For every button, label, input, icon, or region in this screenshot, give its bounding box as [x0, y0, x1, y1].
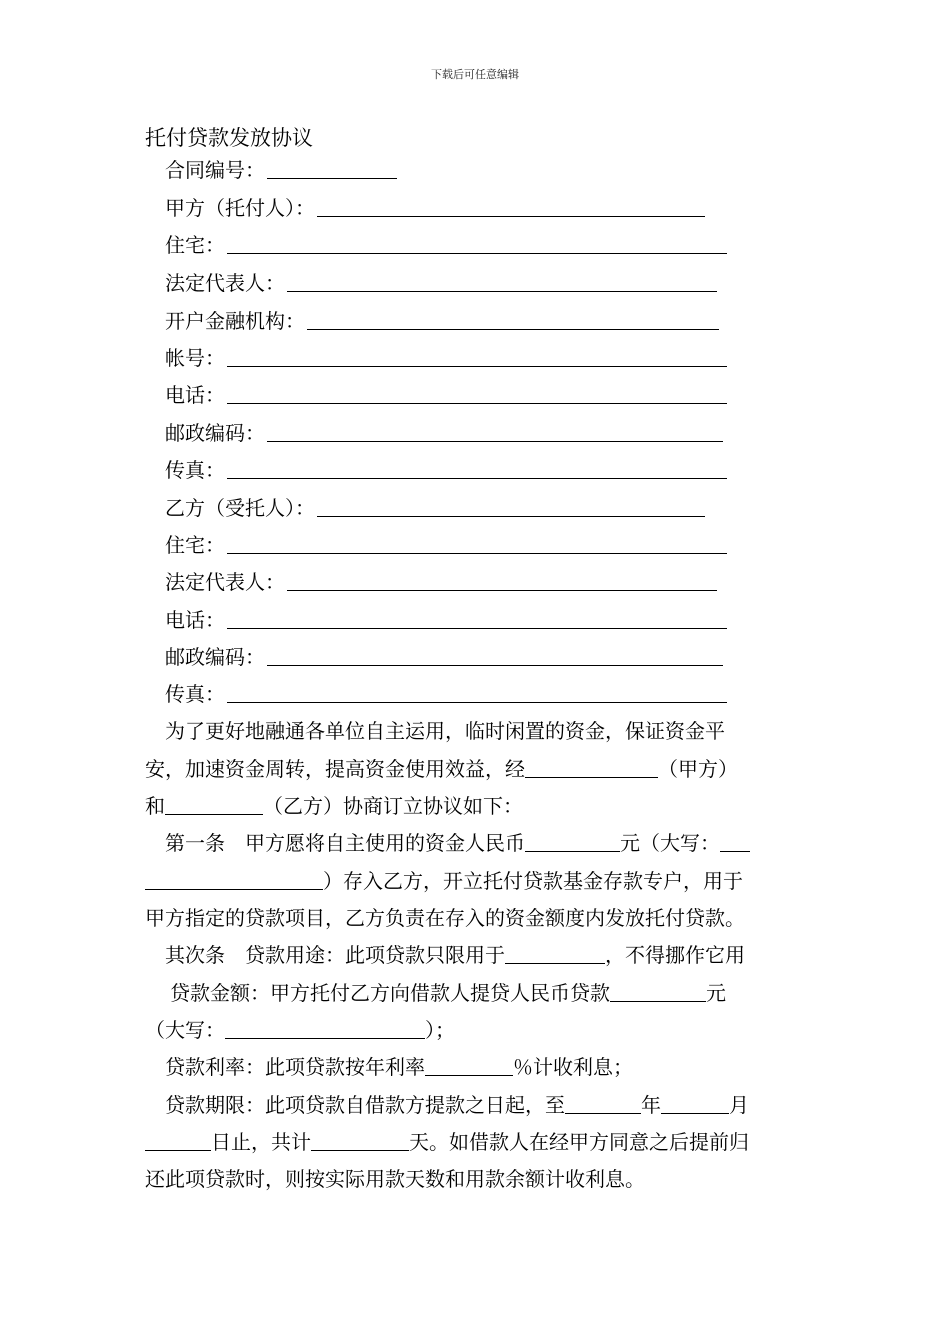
article-text: 元（大写：	[620, 831, 720, 855]
article-text: ）；	[425, 1018, 455, 1042]
loan-amount-blank[interactable]	[610, 981, 706, 1002]
document-title: 托付贷款发放协议	[145, 126, 313, 150]
article-text: ％计收利息；	[513, 1055, 633, 1079]
article-1-line-1	[165, 828, 750, 858]
loan-term-line-3: 还此项贷款时，则按实际用款天数和用款余额计收利息。	[145, 1167, 645, 1191]
article-text: 贷款金额：甲方托付乙方向借款人提贷人民币贷款	[170, 981, 610, 1005]
interest-rate-blank[interactable]	[425, 1055, 513, 1076]
article-text: ）存入乙方，开立托付贷款基金存款专户，用于	[323, 869, 743, 893]
party-b-fax-field	[165, 679, 727, 709]
loan-amount-words-blank[interactable]	[225, 1018, 425, 1039]
article-text: 月	[729, 1093, 749, 1117]
fill-blank[interactable]	[267, 421, 723, 442]
header-note: 下载后可任意编辑	[431, 68, 519, 81]
article-1-line-3: 甲方指定的贷款项目，乙方负责在存入的资金额度内发放托付贷款。	[145, 906, 745, 930]
article-text: 其次条 贷款用途：此项贷款只限用于	[165, 943, 505, 967]
article-text: 元	[706, 981, 726, 1005]
party-b-phone-field	[165, 605, 727, 635]
end-day-blank[interactable]	[145, 1130, 211, 1151]
field-label: 邮政编码：	[165, 421, 265, 445]
field-label: 电话：	[165, 383, 225, 407]
party-b-address-field	[165, 530, 727, 560]
party-a-legal-rep-field	[165, 268, 717, 298]
field-label: 法定代表人：	[165, 271, 285, 295]
field-label: 开户金融机构：	[165, 309, 305, 333]
party-a-fax-field	[165, 455, 727, 485]
interest-rate-line	[165, 1052, 633, 1082]
fill-blank[interactable]	[227, 383, 727, 404]
field-label: 甲方（托付人）：	[165, 196, 315, 220]
loan-amount-line-2	[145, 1015, 455, 1045]
preamble-text: （乙方）协商订立协议如下：	[263, 794, 523, 818]
fill-blank[interactable]	[267, 158, 397, 179]
loan-term-line-1	[165, 1090, 749, 1120]
contract-number-field	[165, 155, 397, 185]
party-a-account-field	[165, 343, 727, 373]
preamble-text: （甲方）	[658, 757, 738, 781]
fill-blank[interactable]	[227, 233, 727, 254]
article-text: （大写：	[145, 1018, 225, 1042]
article-text: 日止，共计	[211, 1130, 311, 1154]
preamble-text: 安，加速资金周转，提高资金使用效益，经	[145, 757, 525, 781]
loan-purpose-blank[interactable]	[505, 943, 605, 964]
article-text: 第一条 甲方愿将自主使用的资金人民币	[165, 831, 525, 855]
field-label: 帐号：	[165, 346, 225, 370]
preamble-line-2	[145, 754, 738, 784]
amount-blank[interactable]	[525, 831, 620, 852]
field-label: 住宅：	[165, 233, 225, 257]
end-month-blank[interactable]	[661, 1093, 729, 1114]
preamble-line-3	[145, 791, 523, 821]
loan-amount-line-1	[170, 978, 726, 1008]
party-b-postcode-field	[165, 642, 723, 672]
party-a-address-field	[165, 230, 727, 260]
party-a-name-blank[interactable]	[525, 757, 658, 778]
fill-blank[interactable]	[287, 570, 717, 591]
party-a-phone-field	[165, 380, 727, 410]
fill-blank[interactable]	[317, 196, 705, 217]
amount-words-blank[interactable]	[145, 869, 323, 890]
field-label: 传真：	[165, 682, 225, 706]
fill-blank[interactable]	[227, 346, 727, 367]
fill-blank[interactable]	[307, 309, 719, 330]
loan-term-line-2	[145, 1127, 749, 1157]
article-text: ，不得挪作它用	[605, 943, 745, 967]
article-2-line-1	[165, 940, 745, 970]
amount-words-blank[interactable]	[720, 831, 750, 852]
party-a-field	[165, 193, 705, 223]
field-label: 电话：	[165, 608, 225, 632]
article-text: 年	[641, 1093, 661, 1117]
field-label: 传真：	[165, 458, 225, 482]
fill-blank[interactable]	[227, 533, 727, 554]
fill-blank[interactable]	[287, 271, 717, 292]
fill-blank[interactable]	[267, 645, 723, 666]
fill-blank[interactable]	[317, 496, 705, 517]
preamble-line-1: 为了更好地融通各单位自主运用，临时闲置的资金，保证资金平	[165, 719, 725, 743]
fill-blank[interactable]	[227, 458, 727, 479]
article-text: 贷款利率：此项贷款按年利率	[165, 1055, 425, 1079]
article-text: 天。如借款人在经甲方同意之后提前归	[409, 1130, 749, 1154]
field-label: 住宅：	[165, 533, 225, 557]
field-label: 合同编号：	[165, 158, 265, 182]
field-label: 邮政编码：	[165, 645, 265, 669]
total-days-blank[interactable]	[311, 1130, 409, 1151]
article-text: 贷款期限：此项贷款自借款方提款之日起，至	[165, 1093, 565, 1117]
party-a-bank-field	[165, 306, 719, 336]
preamble-text: 和	[145, 794, 165, 818]
party-b-name-blank[interactable]	[165, 794, 263, 815]
field-label: 法定代表人：	[165, 570, 285, 594]
party-b-legal-rep-field	[165, 567, 717, 597]
fill-blank[interactable]	[227, 608, 727, 629]
end-year-blank[interactable]	[565, 1093, 641, 1114]
party-b-field	[165, 493, 705, 523]
field-label: 乙方（受托人）：	[165, 496, 315, 520]
party-a-postcode-field	[165, 418, 723, 448]
fill-blank[interactable]	[227, 682, 727, 703]
article-1-line-2	[145, 866, 743, 896]
